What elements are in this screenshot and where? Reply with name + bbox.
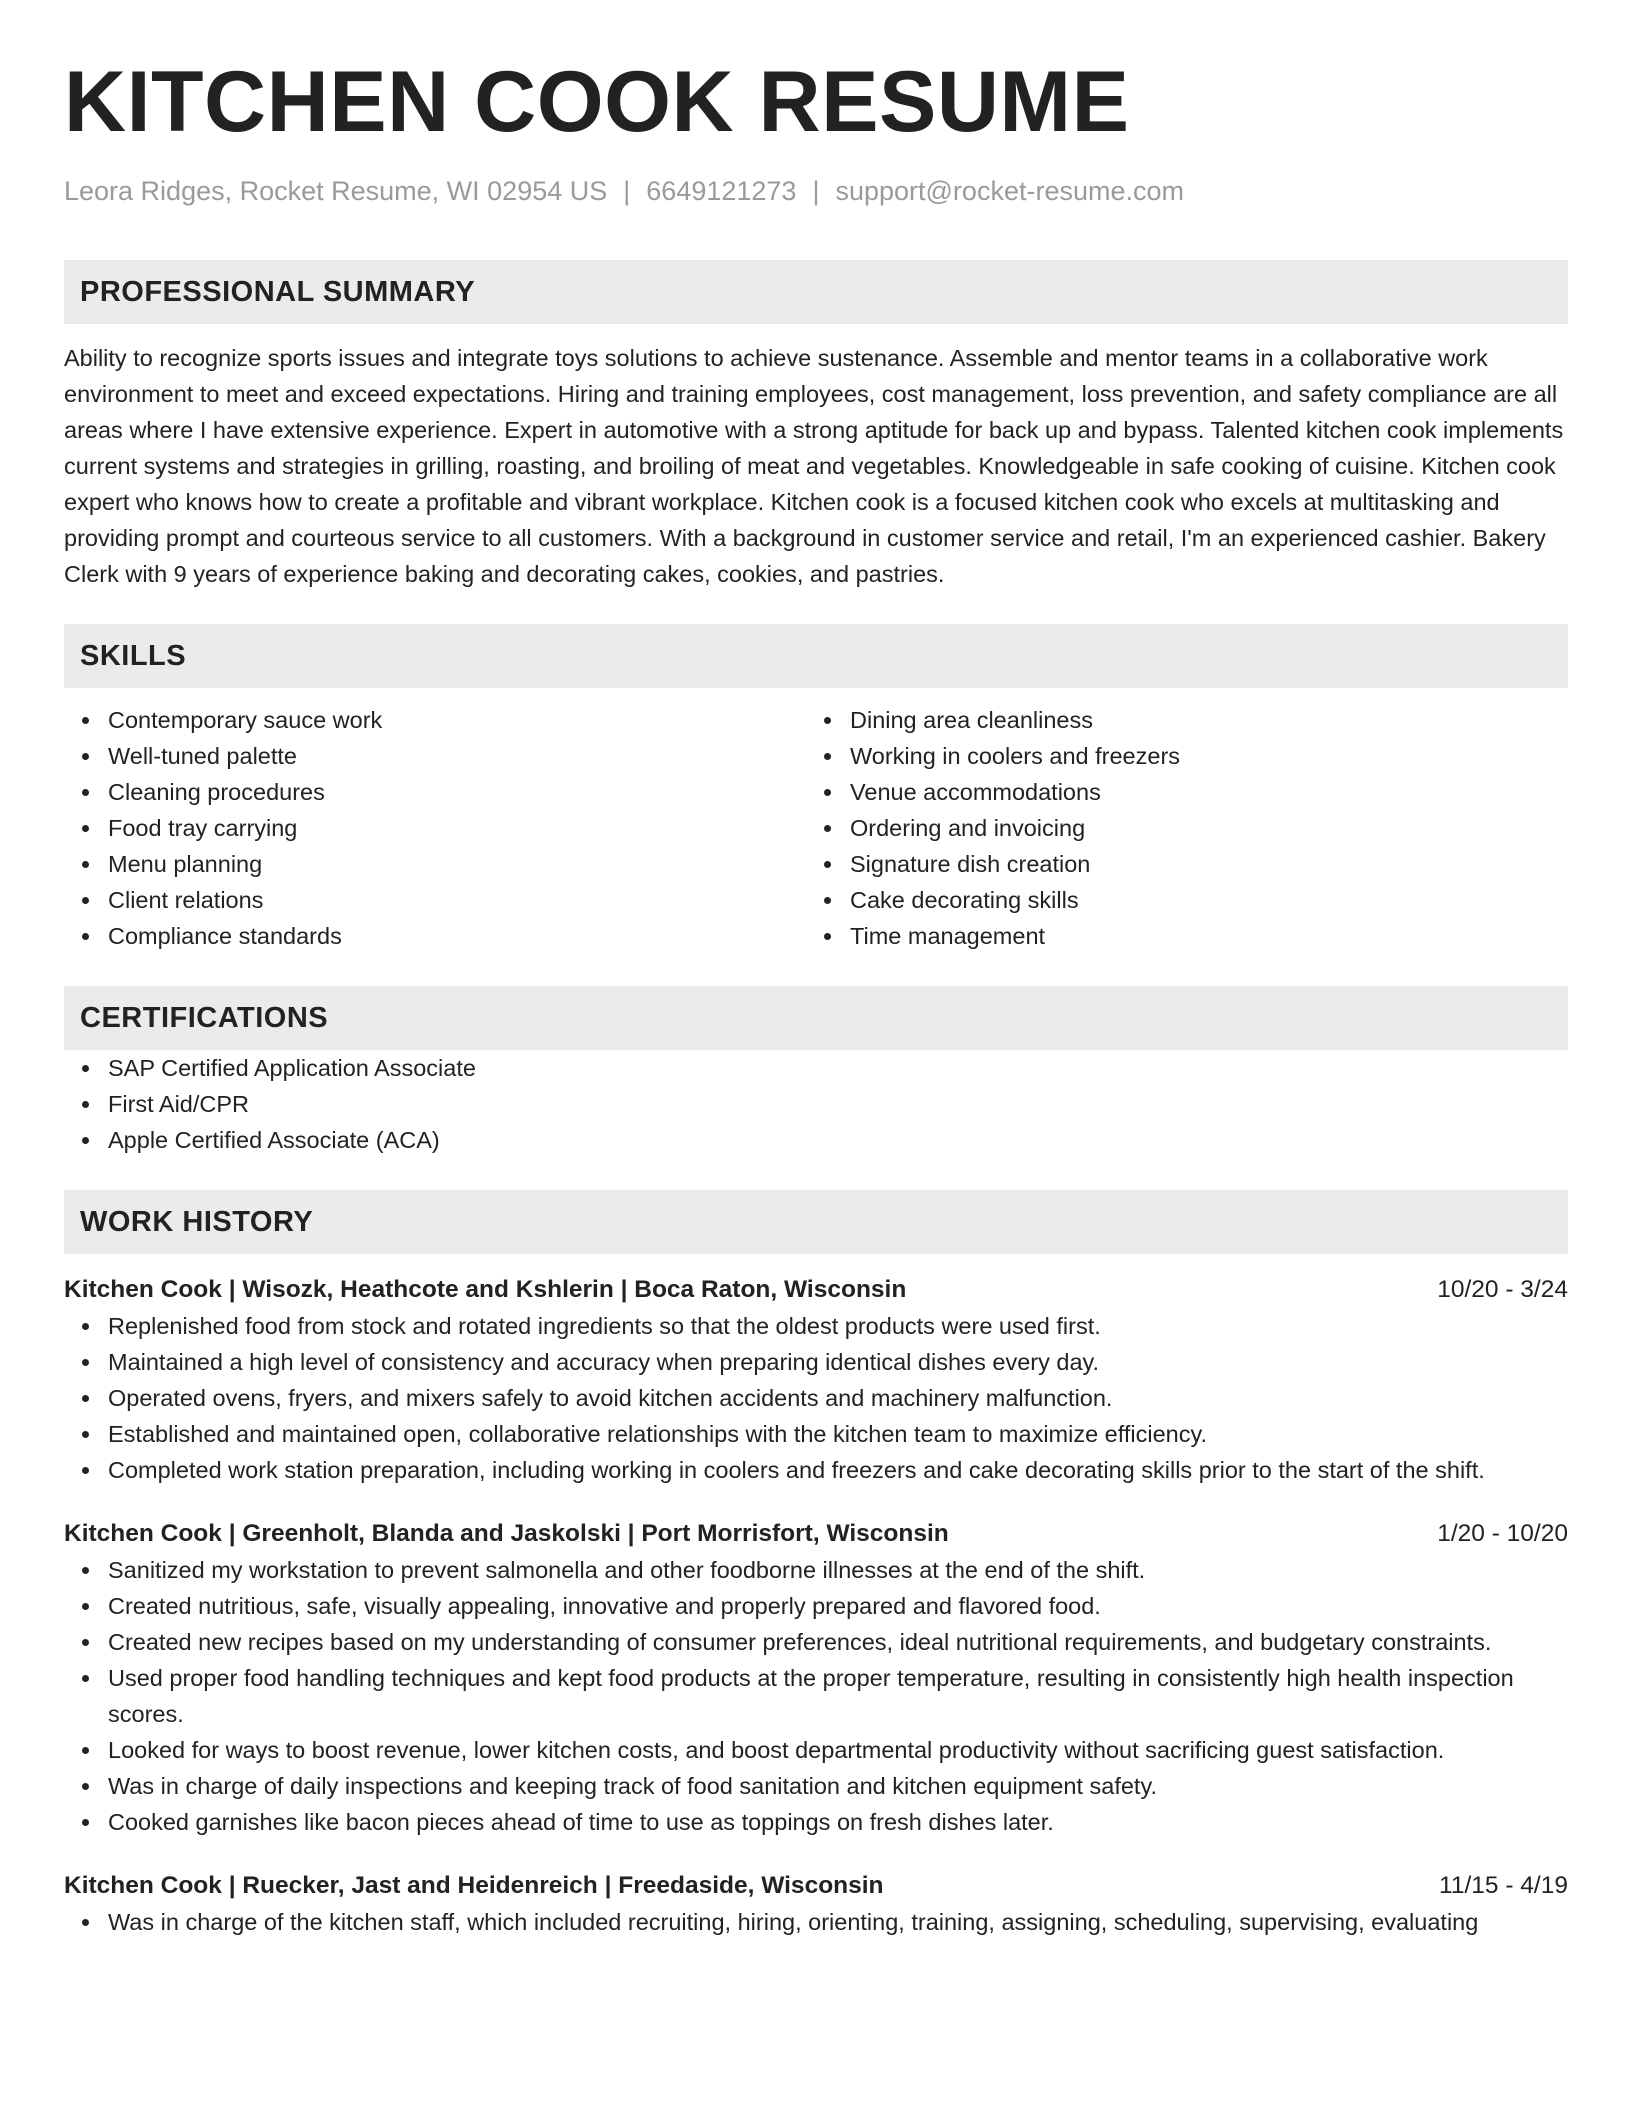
job-bullet: Replenished food from stock and rotated ingredients so that the oldest products were used first.	[108, 1308, 1568, 1344]
job-header	[64, 1868, 1568, 1904]
certification-item: SAP Certified Application Associate	[108, 1050, 1568, 1086]
certification-item: First Aid/CPR	[108, 1086, 1568, 1122]
contact-line	[64, 174, 1568, 208]
skill-item: Food tray carrying	[108, 810, 806, 846]
skill-item: Well-tuned palette	[108, 738, 806, 774]
job-bullet: Used proper food handling techniques and kept food products at the proper temperature, resulting in consistently high health inspection scores.	[108, 1660, 1568, 1732]
resume-title: KITCHEN COOK RESUME	[64, 54, 1130, 150]
job-bullet: Maintained a high level of consistency and accuracy when preparing identical dishes every day.	[108, 1344, 1568, 1380]
job-bullet: Completed work station preparation, including working in coolers and freezers and cake decorating skills prior to the start of the shift.	[108, 1452, 1568, 1488]
certifications-list	[64, 1050, 1568, 1158]
job-dates: 1/20 - 10/20	[1437, 1520, 1568, 1547]
skills-list-left	[64, 702, 806, 954]
section-header-professional-summary: PROFESSIONAL SUMMARY	[64, 260, 1568, 324]
section-header-certifications: CERTIFICATIONS	[64, 986, 1568, 1050]
section-header-skills: SKILLS	[64, 624, 1568, 688]
skill-item: Cleaning procedures	[108, 774, 806, 810]
skill-item: Time management	[850, 918, 1548, 954]
contact-separator: |	[623, 176, 631, 206]
job-bullet: Created nutritious, safe, visually appealing, innovative and properly prepared and flavored food.	[108, 1588, 1568, 1624]
skill-item: Working in coolers and freezers	[850, 738, 1548, 774]
contact-address: Leora Ridges, Rocket Resume, WI 02954 US	[64, 176, 608, 206]
skills-column-right	[806, 702, 1548, 954]
job-bullet: Sanitized my workstation to prevent salmonella and other foodborne illnesses at the end of the shift.	[108, 1552, 1568, 1588]
skill-item: Compliance standards	[108, 918, 806, 954]
job-title: Kitchen Cook | Ruecker, Jast and Heidenreich | Freedaside, Wisconsin	[64, 1872, 884, 1899]
section-header-work-history: WORK HISTORY	[64, 1190, 1568, 1254]
skill-item: Menu planning	[108, 846, 806, 882]
job-header	[64, 1516, 1568, 1552]
job-bullet: Established and maintained open, collaborative relationships with the kitchen team to maximize efficiency.	[108, 1416, 1568, 1452]
skill-item: Signature dish creation	[850, 846, 1548, 882]
certification-item: Apple Certified Associate (ACA)	[108, 1122, 1568, 1158]
contact-email: support@rocket-resume.com	[835, 176, 1184, 206]
job-bullets	[64, 1308, 1568, 1488]
contact-separator: |	[812, 176, 820, 206]
skill-item: Client relations	[108, 882, 806, 918]
skill-item: Contemporary sauce work	[108, 702, 806, 738]
job-bullet: Was in charge of daily inspections and keeping track of food sanitation and kitchen equipment safety.	[108, 1768, 1568, 1804]
job-title: Kitchen Cook | Wisozk, Heathcote and Kshlerin | Boca Raton, Wisconsin	[64, 1276, 907, 1303]
job-header	[64, 1272, 1568, 1308]
skill-item: Ordering and invoicing	[850, 810, 1548, 846]
job-bullet: Created new recipes based on my understanding of consumer preferences, ideal nutritional requirements, and budgetary constraints.	[108, 1624, 1568, 1660]
summary-text: Ability to recognize sports issues and integrate toys solutions to achieve sustenance. Assemble and mentor teams in a collaborative work environment to meet and exceed expectations. Hiring and training employees, cost management, loss prevention, and safety compliance are all areas where I have extensive experience. Expert in automotive with a strong aptitude for back up and bypass. Talented kitchen cook implements current systems and strategies in grilling, roasting, and broiling of meat and vegetables. Knowledgeable in safe cooking of cuisine. Kitchen cook expert who knows how to create a profitable and vibrant workplace. Kitchen cook is a focused kitchen cook who excels at multitasking and providing prompt and courteous service to all customers. With a background in customer service and retail, I'm an experienced cashier. Bakery Clerk with 9 years of experience baking and decorating cakes, cookies, and pastries.	[64, 345, 1564, 587]
job-bullet: Looked for ways to boost revenue, lower kitchen costs, and boost departmental productivity without sacrificing guest satisfaction.	[108, 1732, 1568, 1768]
job-bullet: Was in charge of the kitchen staff, which included recruiting, hiring, orienting, training, assigning, scheduling, supervising, evaluating	[108, 1904, 1568, 1940]
job-title: Kitchen Cook | Greenholt, Blanda and Jaskolski | Port Morrisfort, Wisconsin	[64, 1520, 949, 1547]
skill-item: Venue accommodations	[850, 774, 1548, 810]
job-bullet: Operated ovens, fryers, and mixers safely to avoid kitchen accidents and machinery malfunction.	[108, 1380, 1568, 1416]
skills-grid	[64, 702, 1568, 954]
contact-phone: 6649121273	[646, 176, 797, 206]
job-entry	[64, 1272, 1568, 1488]
skill-item: Dining area cleanliness	[850, 702, 1548, 738]
skill-item: Cake decorating skills	[850, 882, 1548, 918]
job-bullets	[64, 1552, 1568, 1840]
skills-list-right	[806, 702, 1548, 954]
job-bullets	[64, 1904, 1568, 1940]
job-bullet: Cooked garnishes like bacon pieces ahead of time to use as toppings on fresh dishes later.	[108, 1804, 1568, 1840]
job-dates: 10/20 - 3/24	[1437, 1276, 1568, 1303]
job-entry	[64, 1868, 1568, 1940]
job-entry	[64, 1516, 1568, 1840]
skills-column-left	[64, 702, 806, 954]
job-dates: 11/15 - 4/19	[1439, 1872, 1568, 1899]
